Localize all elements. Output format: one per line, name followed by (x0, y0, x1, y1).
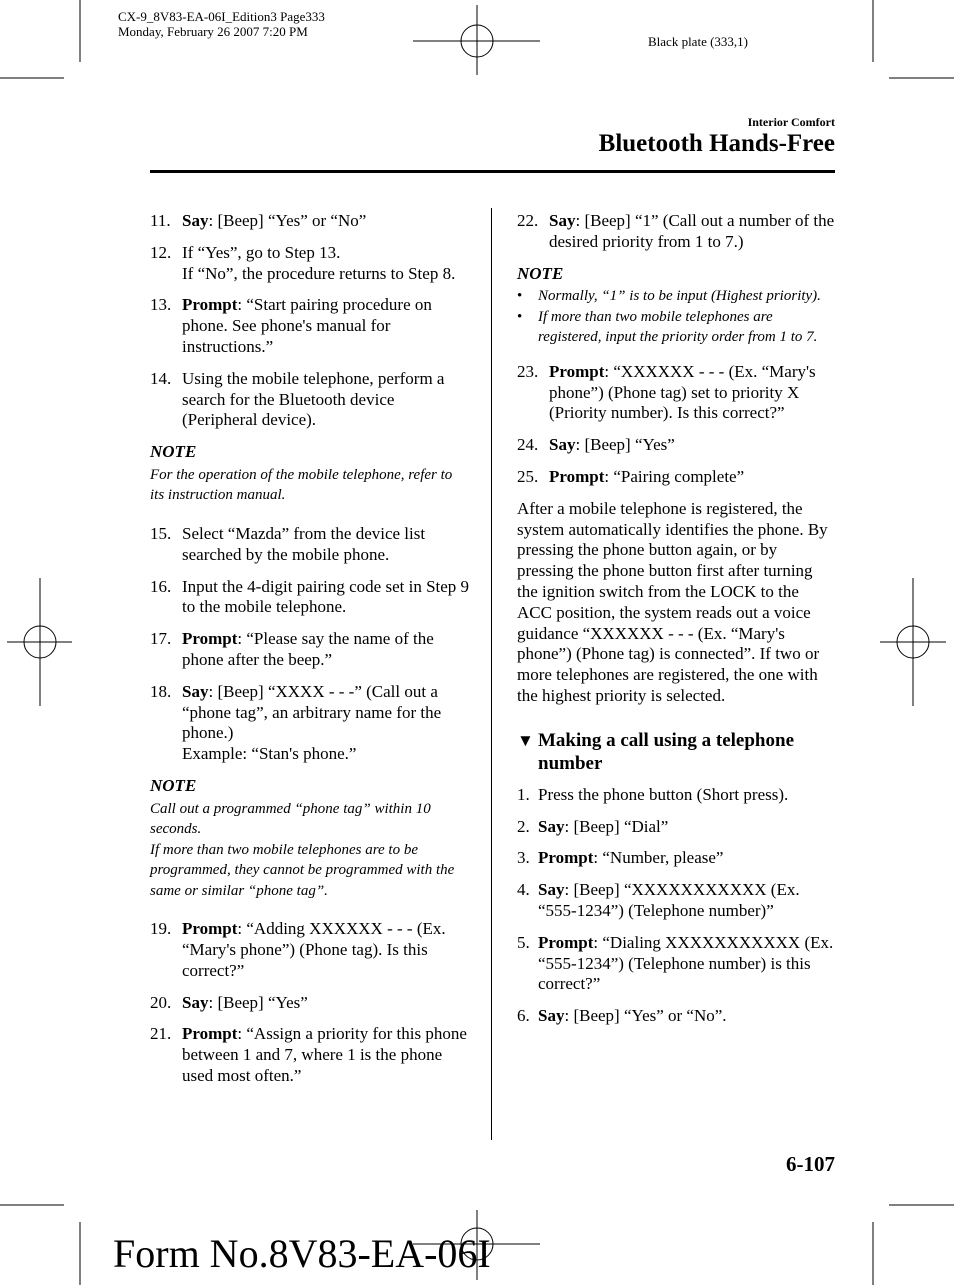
note-item-text: Normally, “1” is to be input (Highest priority). (538, 288, 821, 305)
step-text: : “Assign a priority for this phone between 1 and 7, where 1 is the phone used most often.” (182, 1024, 467, 1086)
note-text: Call out a programmed “phone tag” within 10 seconds. (150, 800, 431, 838)
step-keyword: Say (182, 992, 209, 1012)
body-paragraph: After a mobile telephone is registered, the system automatically identifies the phone. By pressing the phone button again, or by pressing the phone button first after turning the ignition switch from the LOCK to the ACC position, the system reads out a voice guidance “XXXXXX - - - (Ex. “Mary's phone”) (Phone tag) is connected”. If two or more telephones are registered, the one with the highest priority is selected. (517, 498, 828, 706)
step-keyword: Prompt (549, 361, 605, 381)
step-text: : “XXXXXX - - - (Ex. “Mary's phone”) (Phone tag) set to priority X (Priority number). Is this correct?” (549, 361, 816, 423)
title-rule (150, 170, 835, 173)
step-text-continued: Example: “Stan's phone.” (182, 744, 357, 764)
step-item (517, 467, 837, 488)
step-item (150, 577, 470, 619)
triangle-icon: ▼ (517, 730, 534, 750)
step-text: : [Beep] “Dial” (564, 816, 669, 836)
step-keyword: Prompt (182, 919, 238, 939)
step-keyword: Say (182, 211, 209, 230)
step-number: 19. (150, 919, 172, 939)
step-item (150, 629, 470, 671)
step-keyword: Say (538, 880, 565, 900)
step-text: : “Start pairing procedure on phone. See phone's manual for instructions.” (182, 295, 432, 356)
step-keyword: Prompt (182, 295, 238, 315)
step-text: : [Beep] “Yes” or “No” (208, 211, 367, 230)
step-text-continued: If “No”, the procedure returns to Step 8. (182, 263, 456, 283)
step-number: 12. (150, 242, 172, 262)
step-keyword: Prompt (182, 1024, 238, 1044)
step-number: 22. (517, 211, 539, 230)
step-number: 25. (517, 467, 539, 487)
step-keyword: Prompt (549, 467, 605, 487)
note-list-item (517, 286, 837, 307)
step-number: 11. (150, 211, 171, 230)
step-number: 6. (517, 1006, 530, 1026)
step-item (517, 1006, 837, 1027)
section-label: Interior Comfort (747, 115, 835, 129)
step-number: 18. (150, 681, 172, 701)
step-text: : [Beep] “XXXX - - -” (Call out a “phone tag”, an arbitrary name for the phone.) (182, 681, 442, 743)
bullet-icon: • (517, 308, 523, 325)
step-number: 1. (517, 784, 530, 804)
step-text: If “Yes”, go to Step 13. (182, 242, 341, 262)
step-keyword: Say (538, 816, 565, 836)
step-item (517, 211, 837, 253)
form-number: Form No.8V83-EA-06I (113, 1231, 491, 1276)
subheading-text: Making a call using a telephone number (538, 729, 794, 774)
step-item (517, 785, 837, 806)
step-item (517, 933, 837, 995)
step-keyword: Say (538, 1006, 565, 1026)
step-text: : “Number, please” (593, 848, 724, 868)
step-item (150, 1024, 470, 1086)
bullet-icon: • (517, 288, 523, 305)
step-number: 14. (150, 368, 172, 388)
step-item (517, 362, 837, 424)
step-item (150, 243, 470, 285)
step-number: 3. (517, 848, 530, 868)
step-item (517, 817, 837, 838)
column-divider (491, 208, 492, 1140)
step-number: 17. (150, 629, 172, 649)
page-number: 6-107 (786, 1152, 835, 1176)
step-item (517, 848, 837, 869)
step-number: 20. (150, 992, 172, 1012)
step-text: : “Adding XXXXXX - - - (Ex. “Mary's phone”) (Phone tag). Is this correct?” (182, 919, 446, 980)
note-text: If more than two mobile telephones are to be programmed, they cannot be programmed with the same or similar “phone tag”. (150, 841, 455, 899)
step-item (150, 682, 470, 765)
step-item (150, 295, 470, 357)
right-column (517, 211, 837, 1038)
subheading (517, 729, 837, 775)
note-text: For the operation of the mobile telephone, refer to its instruction manual. (150, 466, 453, 504)
step-text: Using the mobile telephone, perform a search for the Bluetooth device (Peripheral device). (182, 368, 445, 430)
step-keyword: Say (549, 211, 576, 230)
step-text: Select “Mazda” from the device list searched by the mobile phone. (182, 523, 426, 564)
step-number: 5. (517, 932, 530, 952)
step-keyword: Prompt (538, 932, 594, 952)
note-heading: NOTE (150, 442, 197, 462)
step-number: 4. (517, 880, 530, 900)
step-text: : [Beep] “1” (Call out a number of the desired priority from 1 to 7.) (549, 211, 835, 251)
file-info-line1: CX-9_8V83-EA-06I_Edition3 Page333 (118, 9, 325, 24)
note-list (517, 286, 837, 348)
step-text: : [Beep] “Yes” (208, 992, 308, 1012)
step-item (517, 880, 837, 922)
step-number: 2. (517, 816, 530, 836)
step-text: : [Beep] “Yes” or “No”. (564, 1006, 727, 1026)
plate-label: Black plate (333,1) (648, 34, 748, 49)
step-item (150, 524, 470, 566)
step-item (150, 211, 470, 232)
file-info-line2: Monday, February 26 2007 7:20 PM (118, 24, 308, 39)
note-list-item (517, 307, 837, 348)
step-keyword: Say (549, 435, 576, 455)
step-text: : “Please say the name of the phone after the beep.” (182, 629, 434, 669)
step-text: Press the phone button (Short press). (538, 784, 789, 804)
step-item (517, 435, 837, 456)
step-number: 21. (150, 1024, 172, 1044)
note-item-text: If more than two mobile telephones are registered, input the priority order from 1 to 7. (538, 308, 818, 346)
step-text: Input the 4-digit pairing code set in Step 9 to the mobile telephone. (182, 576, 470, 617)
step-item (150, 993, 470, 1014)
step-item (150, 369, 470, 431)
step-text: : [Beep] “XXXXXXXXXXX (Ex. “555-1234”) (Telephone number)” (538, 880, 800, 921)
left-column (150, 211, 470, 1098)
page-title: Bluetooth Hands-Free (598, 130, 835, 157)
step-keyword: Say (182, 681, 209, 701)
step-item (150, 919, 470, 981)
step-text: : “Dialing XXXXXXXXXXX (Ex. “555-1234”) (Telephone number) is this correct?” (538, 932, 834, 994)
step-text: : [Beep] “Yes” (575, 435, 675, 455)
note-heading: NOTE (150, 775, 197, 795)
step-number: 13. (150, 295, 172, 315)
step-number: 16. (150, 576, 172, 596)
step-number: 24. (517, 435, 539, 455)
step-keyword: Prompt (538, 848, 594, 868)
step-text: : “Pairing complete” (604, 467, 745, 487)
step-keyword: Prompt (182, 629, 238, 649)
step-number: 23. (517, 361, 539, 381)
step-number: 15. (150, 523, 172, 543)
note-heading: NOTE (517, 263, 564, 283)
